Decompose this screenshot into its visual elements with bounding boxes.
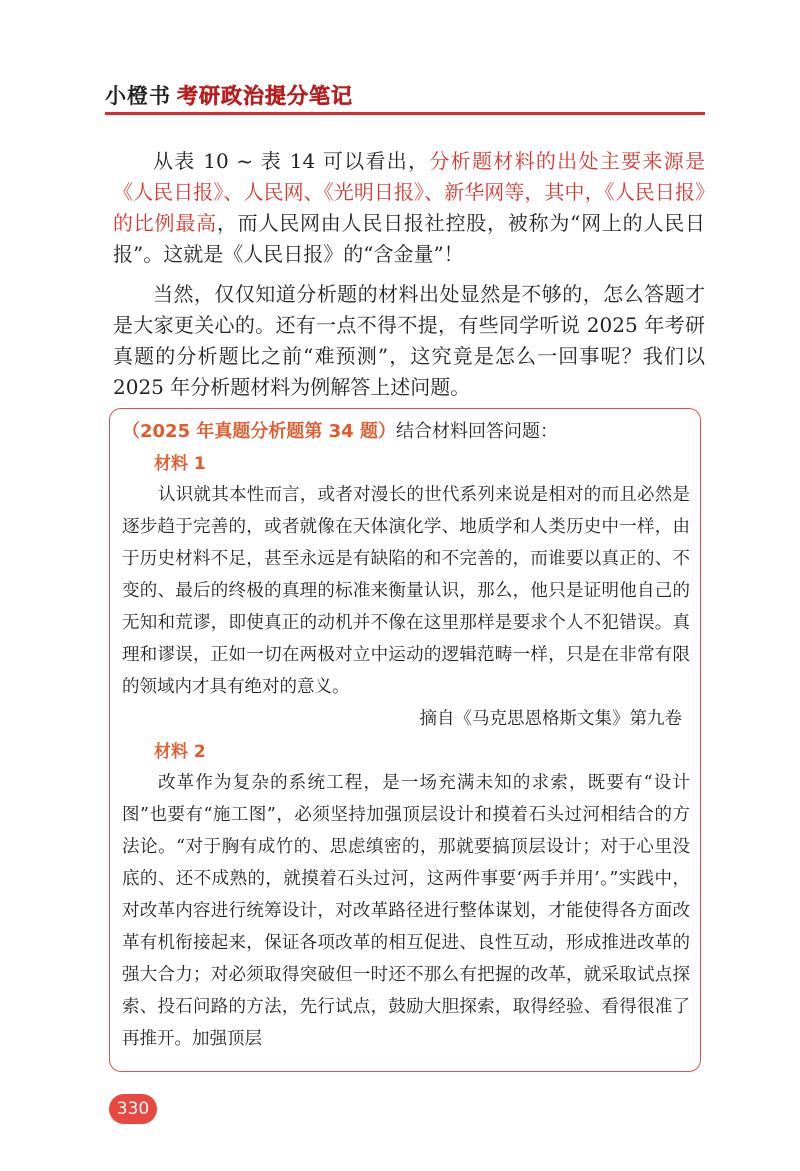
page-header [105, 80, 353, 110]
paragraph-1 [113, 146, 705, 270]
material-1-text: 认识就其本性而言，或者对漫长的世代系列来说是相对的而且必然是逐步趋于完善的，或者就像在天体演化学、地质学和人类历史中一样，由于历史材料不足，甚至永远是有缺陷的和不完善的，而谁要以真正的、不变的、最后的终极的真理的标准来衡量认识，那么，他只是证明他自己的无知和荒谬，即使真正的动机并不像在这里那样是要求个人不犯错误。真理和谬误，正如一切在两极对立中运动的逻辑范畴一样，只是在非常有限的领域内才具有绝对的意义。 [122, 485, 690, 697]
paragraph-1-intro: 从表 10 ~ 表 14 可以看出， [153, 149, 430, 173]
material-2-text: 改革作为复杂的系统工程，是一场充满未知的求索，既要有“设计图”也要有“施工图”，必须坚持加强顶层设计和摸着石头过河相结合的方法论。“对于胸有成竹的、思虑缜密的，那就要搞顶层设计；对于心里没底的、还不成熟的，就摸着石头过河，这两件事要‘两手并用’。”实践中，对改革内容进行统筹设计，对改革路径进行整体谋划，才能使得各方面改革有机衔接起来，保证各项改革的相互促进、良性互动，形成推进改革的强大合力；对必须取得突破但一时还不那么有把握的改革，就采取试点探索、投石问路的方法，先行试点，鼓励大胆探索，取得经验、看得很准了再推开。加强顶层 [122, 773, 690, 1049]
header-divider [105, 112, 705, 115]
main-content [113, 146, 705, 412]
question-prompt: 结合材料回答问题： [395, 421, 558, 442]
paragraph-1-rest: ，而人民网由人民日报社控股，被称为“网上的人民日报”。这就是《人民日报》的“含金量”！ [113, 211, 705, 266]
material-2-label: 材料 2 [154, 742, 206, 762]
paragraph-1-highlight: 分析题材料的出处主要来源是《人民日报》、人民网、《光明日报》、新华网等，其中，《人民日报》的比例最高 [113, 149, 705, 235]
material-1-source: 摘自《马克思恩格斯文集》第九卷 [419, 709, 682, 729]
question-box [109, 408, 701, 1072]
material-1-label: 材料 1 [154, 454, 206, 474]
question-label: （2025 年真题分析题第 34 题） [122, 421, 396, 442]
brand-subtitle: 考研政治提分笔记 [177, 84, 353, 108]
paragraph-2: 当然，仅仅知道分析题的材料出处显然是不够的，怎么答题才是大家更关心的。还有一点不得不提，有些同学听说 2025 年考研真题的分析题比之前“难预测”，这究竟是怎么一回事呢？我们以 2025 年分析题材料为例解答上述问题。 [113, 282, 705, 399]
page-number: 330 [109, 1094, 157, 1124]
question-title [122, 417, 690, 447]
brand-title: 小橙书 [105, 84, 171, 108]
